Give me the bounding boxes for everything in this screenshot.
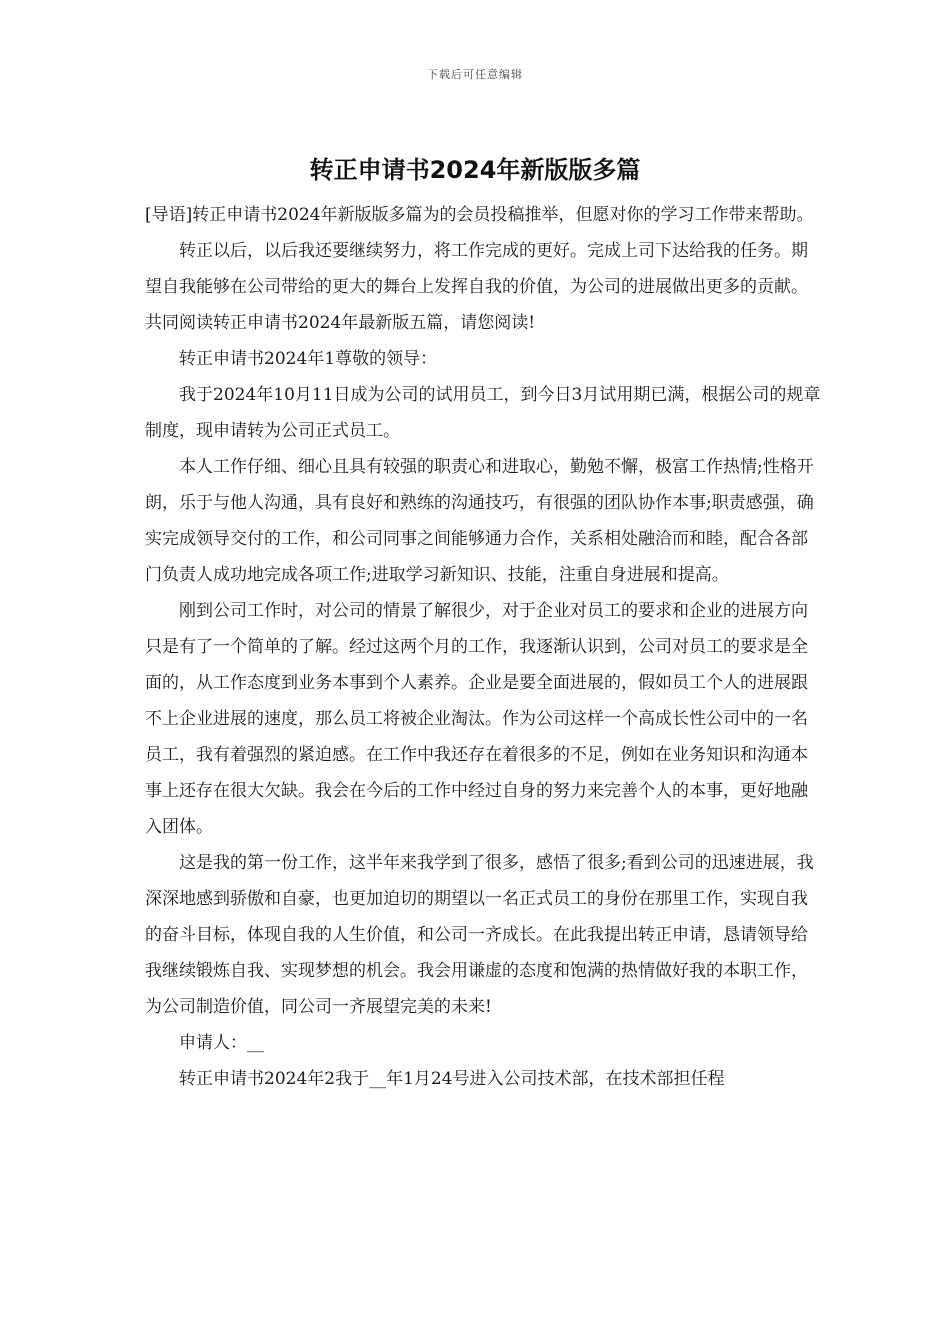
paragraph-salutation: 转正申请书2024年1尊敬的领导： — [179, 349, 438, 369]
paragraph: 转正申请书2024年2我于__年1月24号进入公司技术部，在技术部担任程 — [179, 1069, 725, 1089]
paragraph: 本人工作仔细、细心且具有较强的职责心和进取心，勤勉不懈，极富工作热情;性格开朗，乐于与他人沟通，具有良好和熟练的沟通技巧，有很强的团队协作本事;职责感强，确实完成领导交付的工作，和公司同事之间能够通力合作，关系相处融洽而和睦，配合各部门负责人成功地完成各项工作;进取学习新知识、技能，注重自身进展和提高。 — [145, 457, 814, 585]
document-body — [145, 197, 822, 1097]
paragraph: 这是我的第一份工作，这半年来我学到了很多，感悟了很多;看到公司的迅速进展，我深深地感到骄傲和自豪，也更加迫切的期望以一名正式员工的身份在那里工作，实现自我的奋斗目标，体现自我的人生价值，和公司一齐成长。在此我提出转正申请，恳请领导给我继续锻炼自我、实现梦想的机会。我会用谦虚的态度和饱满的热情做好我的本职工作，为公司制造价值，同公司一齐展望完美的未来! — [145, 853, 814, 1017]
paragraph-signature: 申请人：__ — [179, 1033, 264, 1053]
page-header-note: 下载后可任意编辑 — [427, 68, 523, 81]
paragraph: 转正以后，以后我还要继续努力，将工作完成的更好。完成上司下达给我的任务。期望自我能够在公司带给的更大的舞台上发挥自我的价值，为公司的进展做出更多的贡献。共同阅读转正申请书2024年最新版五篇，请您阅读! — [145, 241, 808, 333]
document-title: 转正申请书2024年新版版多篇 — [309, 156, 641, 184]
paragraph: 刚到公司工作时，对公司的情景了解很少，对于企业对员工的要求和企业的进展方向只是有了一个简单的了解。经过这两个月的工作，我逐渐认识到，公司对员工的要求是全面的，从工作态度到业务本事到个人素养。企业是要全面进展的，假如员工个人的进展跟不上企业进展的速度，那么员工将被企业淘汰。作为公司这样一个高成长性公司中的一名员工，我有着强烈的紧迫感。在工作中我还存在着很多的不足，例如在业务知识和沟通本事上还存在很大欠缺。我会在今后的工作中经过自身的努力来完善个人的本事，更好地融入团体。 — [145, 601, 808, 837]
paragraph: 我于2024年10月11日成为公司的试用员工，到今日3月试用期已满，根据公司的规章制度，现申请转为公司正式员工。 — [145, 385, 821, 441]
paragraph-intro: [导语]转正申请书2024年新版版多篇为的会员投稿推举，但愿对你的学习工作带来帮助。 — [145, 205, 814, 225]
